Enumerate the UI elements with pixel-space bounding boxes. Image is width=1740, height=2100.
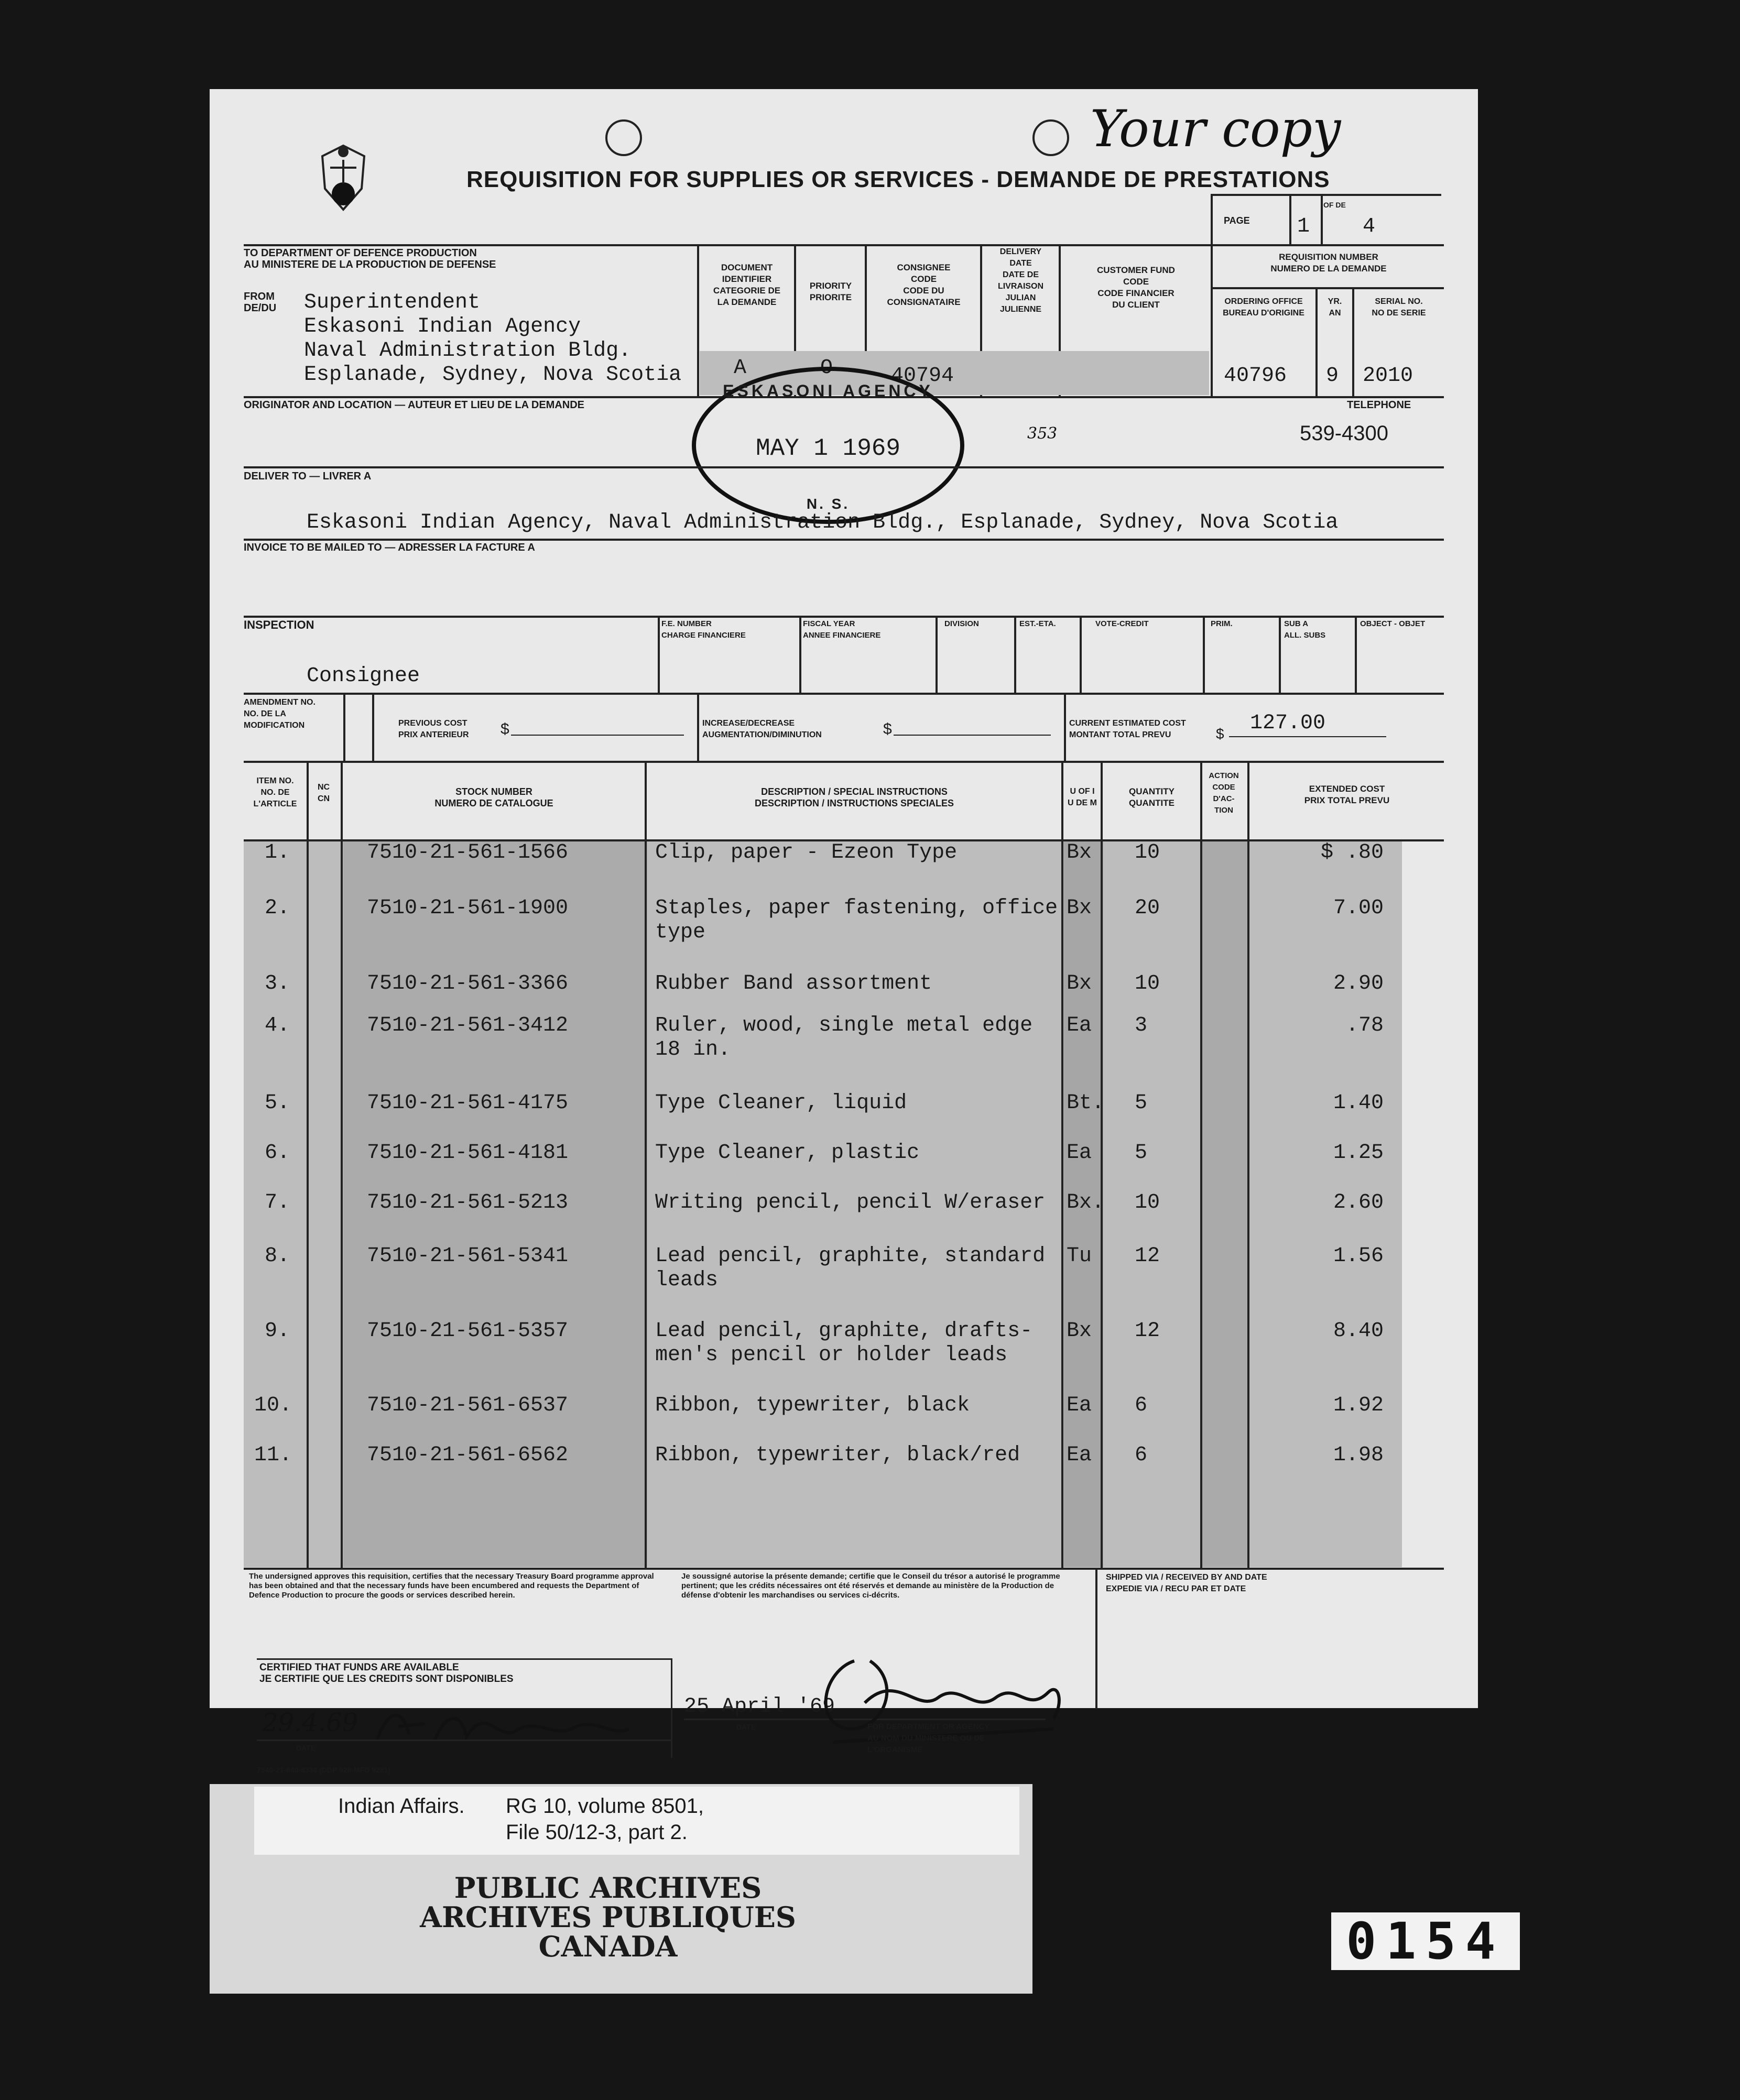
item-number: 9.: [265, 1319, 290, 1343]
stamp-mark: 353: [1027, 424, 1058, 443]
item-description: Ruler, wood, single metal edge 18 in.: [655, 1014, 1033, 1062]
col-stock-number: STOCK NUMBER NUMERO DE CATALOGUE: [434, 786, 553, 808]
priority-label: PRIORITY PRIORITE: [809, 281, 852, 302]
year-value: 9: [1326, 364, 1339, 388]
inspection-value: Consignee: [307, 664, 420, 688]
certifier-signature-icon: [367, 1698, 639, 1750]
prim-label: PRIM.: [1211, 619, 1233, 628]
quantity: 20: [1135, 896, 1160, 920]
item-description: Type Cleaner, plastic: [655, 1141, 920, 1165]
col-nc: NC CN: [317, 783, 330, 803]
item-description: Lead pencil, graphite, standard leads: [655, 1244, 1046, 1292]
item-description: Rubber Band assortment: [655, 972, 932, 996]
signature-date-label: DATE: [736, 1723, 756, 1731]
telephone-value: 539-4300: [1300, 422, 1389, 445]
form-number: 7540-21-840-8334 (DDP 928-MFD 9281): [257, 1766, 390, 1774]
stock-number: 7510-21-561-5357: [367, 1319, 569, 1343]
sub-allotment-label: SUB A ALL. SUBS: [1284, 619, 1326, 640]
stock-number: 7510-21-561-4181: [367, 1141, 569, 1165]
previous-cost-label: PREVIOUS COST PRIX ANTERIEUR: [398, 719, 469, 739]
ordering-office-value: 40796: [1224, 364, 1287, 388]
unit-of-issue: Bx: [1067, 896, 1092, 920]
extended-cost: 1.92: [1333, 1394, 1384, 1417]
quantity: 10: [1135, 972, 1160, 996]
extended-cost: 8.40: [1333, 1319, 1384, 1343]
extended-cost: 1.98: [1333, 1443, 1384, 1467]
quantity: 6: [1135, 1443, 1148, 1467]
extended-cost: $ .80: [1320, 841, 1384, 865]
archive-volume: RG 10, volume 8501,: [506, 1795, 704, 1818]
extended-cost: 2.90: [1333, 972, 1384, 996]
stamp-province: N. S.: [806, 496, 850, 512]
unit-of-issue: Bx: [1067, 972, 1092, 996]
page-total: 4: [1363, 215, 1376, 238]
quantity: 5: [1135, 1091, 1148, 1115]
col-quantity: QUANTITY QUANTITE: [1129, 786, 1174, 808]
page-number: 1: [1297, 215, 1310, 238]
stock-number: 7510-21-561-1566: [367, 841, 569, 865]
certified-funds-label: CERTIFIED THAT FUNDS ARE AVAILABLE JE CERTIFIE QUE LES CREDITS SONT DISPONIBLES: [259, 1662, 514, 1685]
item-number: 6.: [265, 1141, 290, 1165]
form-title: REQUISITION FOR SUPPLIES OR SERVICES - DEMANDE DE PRESTATIONS: [466, 167, 1330, 192]
object-label: OBJECT - OBJET: [1360, 619, 1426, 628]
unit-of-issue: Tu: [1067, 1244, 1092, 1268]
document-identifier-value: A: [734, 356, 747, 380]
extended-cost: 1.25: [1333, 1141, 1384, 1165]
page-label: PAGE: [1224, 215, 1250, 226]
consignee-code-label: CONSIGNEE CODE CODE DU CONSIGNATAIRE: [887, 262, 961, 307]
col-item-number: ITEM NO. NO. DE L'ARTICLE: [253, 776, 297, 808]
requisition-form: [210, 89, 1478, 1774]
item-number: 4.: [265, 1014, 290, 1037]
vote-credit-label: VOTE-CREDIT: [1095, 619, 1149, 628]
item-number: 7.: [265, 1191, 290, 1215]
coat-of-arms-icon: [314, 141, 372, 215]
of-label: OF DE: [1323, 201, 1346, 209]
deliver-to-label: DELIVER TO — LIVRER A: [244, 471, 372, 482]
unit-of-issue: Bx.: [1067, 1191, 1105, 1215]
stock-number: 7510-21-561-6562: [367, 1443, 569, 1467]
consignee-code-value: 40794: [891, 364, 954, 388]
extended-cost: 1.56: [1333, 1244, 1384, 1268]
serial-number-value: 2010: [1363, 364, 1413, 388]
col-unit: U OF I U DE M: [1068, 787, 1097, 807]
unit-of-issue: Ea: [1067, 1141, 1092, 1165]
document-identifier-label: DOCUMENT IDENTIFIER CATEGORIE DE LA DEMANDE: [713, 262, 781, 307]
certified-date-label: DATE: [296, 1744, 316, 1752]
item-description: Ribbon, typewriter, black/red: [655, 1443, 1020, 1467]
stamp-date: MAY 1 1969: [755, 435, 901, 462]
stock-number: 7510-21-561-6537: [367, 1394, 569, 1417]
delivery-date-label: DELIVERY DATE DATE DE LIVRAISON JULIAN JULIENNE: [997, 247, 1044, 314]
item-description: Type Cleaner, liquid: [655, 1091, 907, 1115]
received-stamp: [692, 367, 964, 524]
quantity: 5: [1135, 1141, 1148, 1165]
punch-hole: [605, 119, 642, 156]
item-description: Ribbon, typewriter, black: [655, 1394, 970, 1417]
extended-cost: .78: [1345, 1014, 1384, 1037]
for-department-label: FOR DEPARTMENT OR AGENCY AU NOM DU MINISTERE OU DE L'ORGANISME: [867, 1722, 990, 1754]
current-cost-value: 127.00: [1250, 712, 1326, 735]
col-action-code: ACTION CODE D'AC- TION: [1209, 771, 1239, 815]
item-number: 5.: [265, 1091, 290, 1115]
archive-tag: [210, 1784, 1032, 1994]
unit-of-issue: Ea: [1067, 1014, 1092, 1037]
item-description: Staples, paper fastening, office type: [655, 896, 1058, 944]
quantity: 12: [1135, 1319, 1160, 1343]
unit-of-issue: Ea: [1067, 1394, 1092, 1417]
col-description: DESCRIPTION / SPECIAL INSTRUCTIONS DESCRIPTION / INSTRUCTIONS SPECIALES: [754, 786, 954, 808]
requisition-number-label: REQUISITION NUMBER NUMERO DE LA DEMANDE: [1270, 252, 1387, 274]
approval-english: The undersigned approves this requisition, certifies that the necessary Treasury Board programme approval has been obtained and that the necessary funds have been encumbered and requests the Department of Defence Production to procure the goods or services described herein.: [249, 1572, 654, 1600]
priority-value: O: [820, 356, 833, 380]
unit-of-issue: Bx: [1067, 1319, 1092, 1343]
stock-number: 7510-21-561-3366: [367, 972, 569, 996]
est-label: EST.-ETA.: [1019, 619, 1056, 628]
stock-number: 7510-21-561-1900: [367, 896, 569, 920]
archive-fonds: Indian Affairs.: [338, 1795, 465, 1818]
increase-decrease-label: INCREASE/DECREASE AUGMENTATION/DIMINUTION: [702, 719, 822, 739]
previous-cost-dollar: $: [501, 720, 509, 738]
fiscal-year-label: FISCAL YEAR ANNEE FINANCIERE: [803, 619, 881, 640]
archive-file: File 50/12-3, part 2.: [506, 1821, 688, 1844]
quantity: 10: [1135, 1191, 1160, 1215]
current-cost-dollar: $: [1216, 726, 1224, 742]
division-label: DIVISION: [944, 619, 979, 628]
invoice-label: INVOICE TO BE MAILED TO — ADRESSER LA FACTURE A: [244, 542, 535, 553]
item-number: 2.: [265, 896, 290, 920]
item-number: 1.: [265, 841, 290, 865]
to-department: TO DEPARTMENT OF DEFENCE PRODUCTION AU MINISTERE DE LA PRODUCTION DE DEFENSE: [244, 247, 496, 270]
extended-cost: 7.00: [1333, 896, 1384, 920]
amendment-label: AMENDMENT NO. NO. DE LA MODIFICATION: [244, 698, 316, 730]
archive-reference-card: [254, 1787, 1019, 1855]
from-address: Superintendent Eskasoni Indian Agency Naval Administration Bldg. Esplanade, Sydney, Nova Scotia: [304, 291, 682, 387]
quantity: 6: [1135, 1394, 1148, 1417]
public-archives-stamp: PUBLIC ARCHIVES ARCHIVES PUBLIQUES CANADA: [420, 1871, 796, 1963]
quantity: 3: [1135, 1014, 1148, 1037]
item-number: 8.: [265, 1244, 290, 1268]
unit-of-issue: Bt.: [1067, 1091, 1105, 1115]
signature-date: 25 April '69: [684, 1695, 835, 1719]
telephone-label: TELEPHONE: [1347, 399, 1411, 411]
quantity: 10: [1135, 841, 1160, 865]
item-number: 11.: [254, 1443, 292, 1467]
year-label: YR. AN: [1328, 297, 1342, 318]
quantity: 12: [1135, 1244, 1160, 1268]
stock-number: 7510-21-561-5341: [367, 1244, 569, 1268]
stock-number: 7510-21-561-4175: [367, 1091, 569, 1115]
fe-number-label: F.E. NUMBER CHARGE FINANCIERE: [661, 619, 746, 640]
increase-dollar: $: [883, 720, 892, 738]
stock-number: 7510-21-561-5213: [367, 1191, 569, 1215]
inspection-label: INSPECTION: [244, 618, 314, 631]
item-number: 10.: [254, 1394, 292, 1417]
serial-number-label: SERIAL NO. NO DE SERIE: [1372, 297, 1426, 318]
stamp-agency: ESKASONI AGENCY: [723, 381, 933, 400]
col-extended-cost: EXTENDED COST PRIX TOTAL PREVU: [1304, 784, 1390, 805]
item-number: 3.: [265, 972, 290, 996]
customer-fund-label: CUSTOMER FUND CODE CODE FINANCIER DU CLIENT: [1097, 265, 1175, 310]
certified-date: 29.4.69: [262, 1708, 358, 1737]
item-description: Writing pencil, pencil W/eraser: [655, 1191, 1046, 1215]
handwritten-note: Your copy: [1090, 100, 1341, 158]
shipped-via-label: SHIPPED VIA / RECEIVED BY AND DATE EXPEDIE VIA / RECU PAR ET DATE: [1106, 1573, 1267, 1593]
punch-hole: [1032, 119, 1069, 156]
unit-of-issue: Ea: [1067, 1443, 1092, 1467]
extended-cost: 2.60: [1333, 1191, 1384, 1215]
originator-label: ORIGINATOR AND LOCATION — AUTEUR ET LIEU DE LA DEMANDE: [244, 399, 584, 411]
current-cost-label: CURRENT ESTIMATED COST MONTANT TOTAL PREVU: [1069, 719, 1186, 739]
frame-counter: 0154: [1331, 1912, 1520, 1970]
item-description: Lead pencil, graphite, drafts- men's pencil or holder leads: [655, 1319, 1033, 1367]
stock-number: 7510-21-561-3412: [367, 1014, 569, 1037]
ordering-office-label: ORDERING OFFICE BUREAU D'ORIGINE: [1223, 297, 1304, 318]
approval-french: Je soussigné autorise la présente demande; certifie que le Conseil du trésor a autorisé le programme pertinent; que les crédits nécessaires ont été réservés et demande au ministère de la Production de défense d'obtenir les marchandises ou services ci-décrits.: [681, 1572, 1060, 1600]
extended-cost: 1.40: [1333, 1091, 1384, 1115]
unit-of-issue: Bx: [1067, 841, 1092, 865]
item-description: Clip, paper - Ezeon Type: [655, 841, 958, 865]
deliver-to-address: Eskasoni Indian Agency, Naval Administration Bldg., Esplanade, Sydney, Nova Scotia: [307, 511, 1339, 534]
from-label: FROM DE/DU: [244, 291, 277, 314]
